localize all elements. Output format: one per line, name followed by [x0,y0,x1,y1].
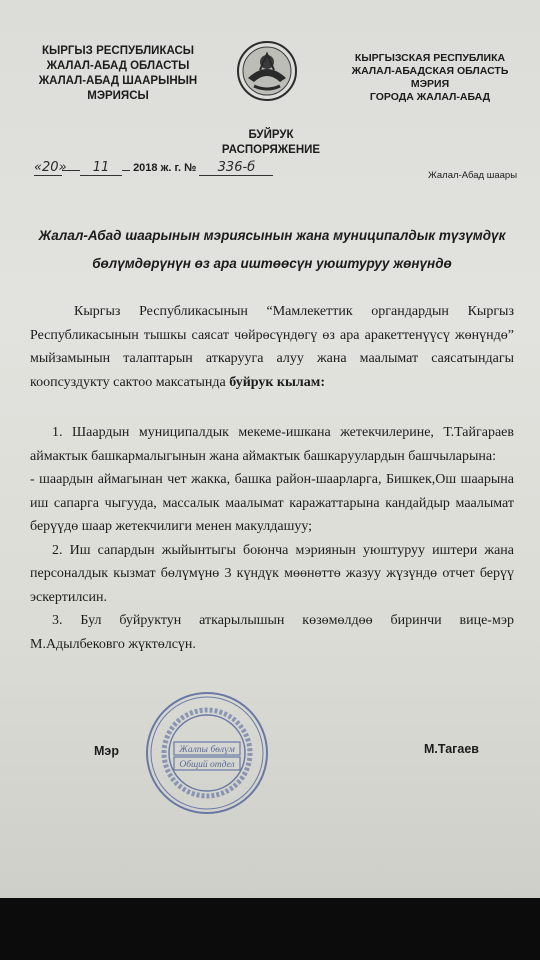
header-left-kyrgyz [14,44,222,104]
document-body [30,300,514,656]
header-left-line: ЖАЛАЛ-АБАД ШААРЫНЫН [38,75,198,87]
date-day: «20» [34,160,67,175]
document-number: 336-б [199,160,273,176]
signature-title: Мэр [94,744,119,758]
title-russian: РАСПОРЯЖЕНИЕ [221,144,321,156]
subject-line: Жалал-Абад шаарынын мэриясынын жана муниципалдык түзүмдүк [38,228,506,243]
subject-line: бөлүмдөрүнүн өз ара иштөөсүн уюштуруу жөнүндө [92,256,452,271]
photo-bottom-edge [0,898,540,960]
date-line [34,160,334,176]
header-right-russian [332,52,528,104]
header-right-line: КЫРГЫЗСКАЯ РЕСПУБЛИКА [354,52,506,64]
item-2: 2. Иш сапардын жыйынтыгы боюнча мэриянын уюштуруу иштери жана персоналдык кызмат бөлүмүнө 3 күндүк мөөнөттө жазуу жүзүндө отчет берүү эскертилсин. [30,542,514,605]
preamble-text: Кыргыз Республикасынын “Мамлекеттик органдардын Кыргыз Республикасынын тышкы саясат чөйрөсүндөгү өз ара аракеттенүүсү жөнүндө” мыйзамынын талаптарын аткарууга алуу жана маалымат саясатындагы коопсуздукту сактоо максатында [30,304,514,390]
item-1-sub: - шаардын аймагынан чет жакка, башка район-шаарларга, Бишкек,Ош шаарына иш сапарга чыгууда, массалык маалымат каражаттарына кандайдыр маалымат берүүдө шаар жетекчилиги менен макулдашуу; [30,472,514,534]
header-right-line: ЖАЛАЛ-АБАДСКАЯ ОБЛАСТЬ [351,65,509,77]
header-left-line: МЭРИЯСЫ [87,90,149,102]
date-year-text: 2018 ж. г. № [133,162,197,174]
title-kyrgyz: БУЙРУК [248,129,294,141]
stamp-line-2: Общий отдел [179,760,235,770]
signature-row [0,738,540,762]
place-label: Жалал-Абад шаары [428,170,518,181]
date-month: 11 [80,160,122,176]
subject-heading [30,222,514,278]
preamble-bold: буйрук кылам: [229,374,325,390]
signature-name: М.Тагаев [424,742,479,756]
header-right-line: ГОРОДА ЖАЛАЛ-АБАД [369,91,491,103]
header-left-line: КЫРГЫЗ РЕСПУБЛИКАСЫ [41,45,195,57]
state-emblem-icon [236,40,298,102]
stamp-line-1: Жалпы бөлүм [179,745,235,755]
preamble-paragraph [30,300,514,394]
document-title [196,128,346,158]
official-stamp-icon [144,690,270,816]
header-left-line: ЖАЛАЛ-АБАД ОБЛАСТЫ [46,60,190,72]
item-3: 3. Бул буйруктун аткарылышын көзөмөлдөө биринчи вице-мэр М.Адылбековго жүктөлсүн. [30,613,514,652]
header-right-line: МЭРИЯ [410,78,450,90]
item-1: 1. Шаардын муниципалдык мекеме-ишкана жетекчилерине, Т.Тайгараев аймактык башкармалыгынын жана аймактык башкаруулардын башчыларына: [30,425,514,464]
